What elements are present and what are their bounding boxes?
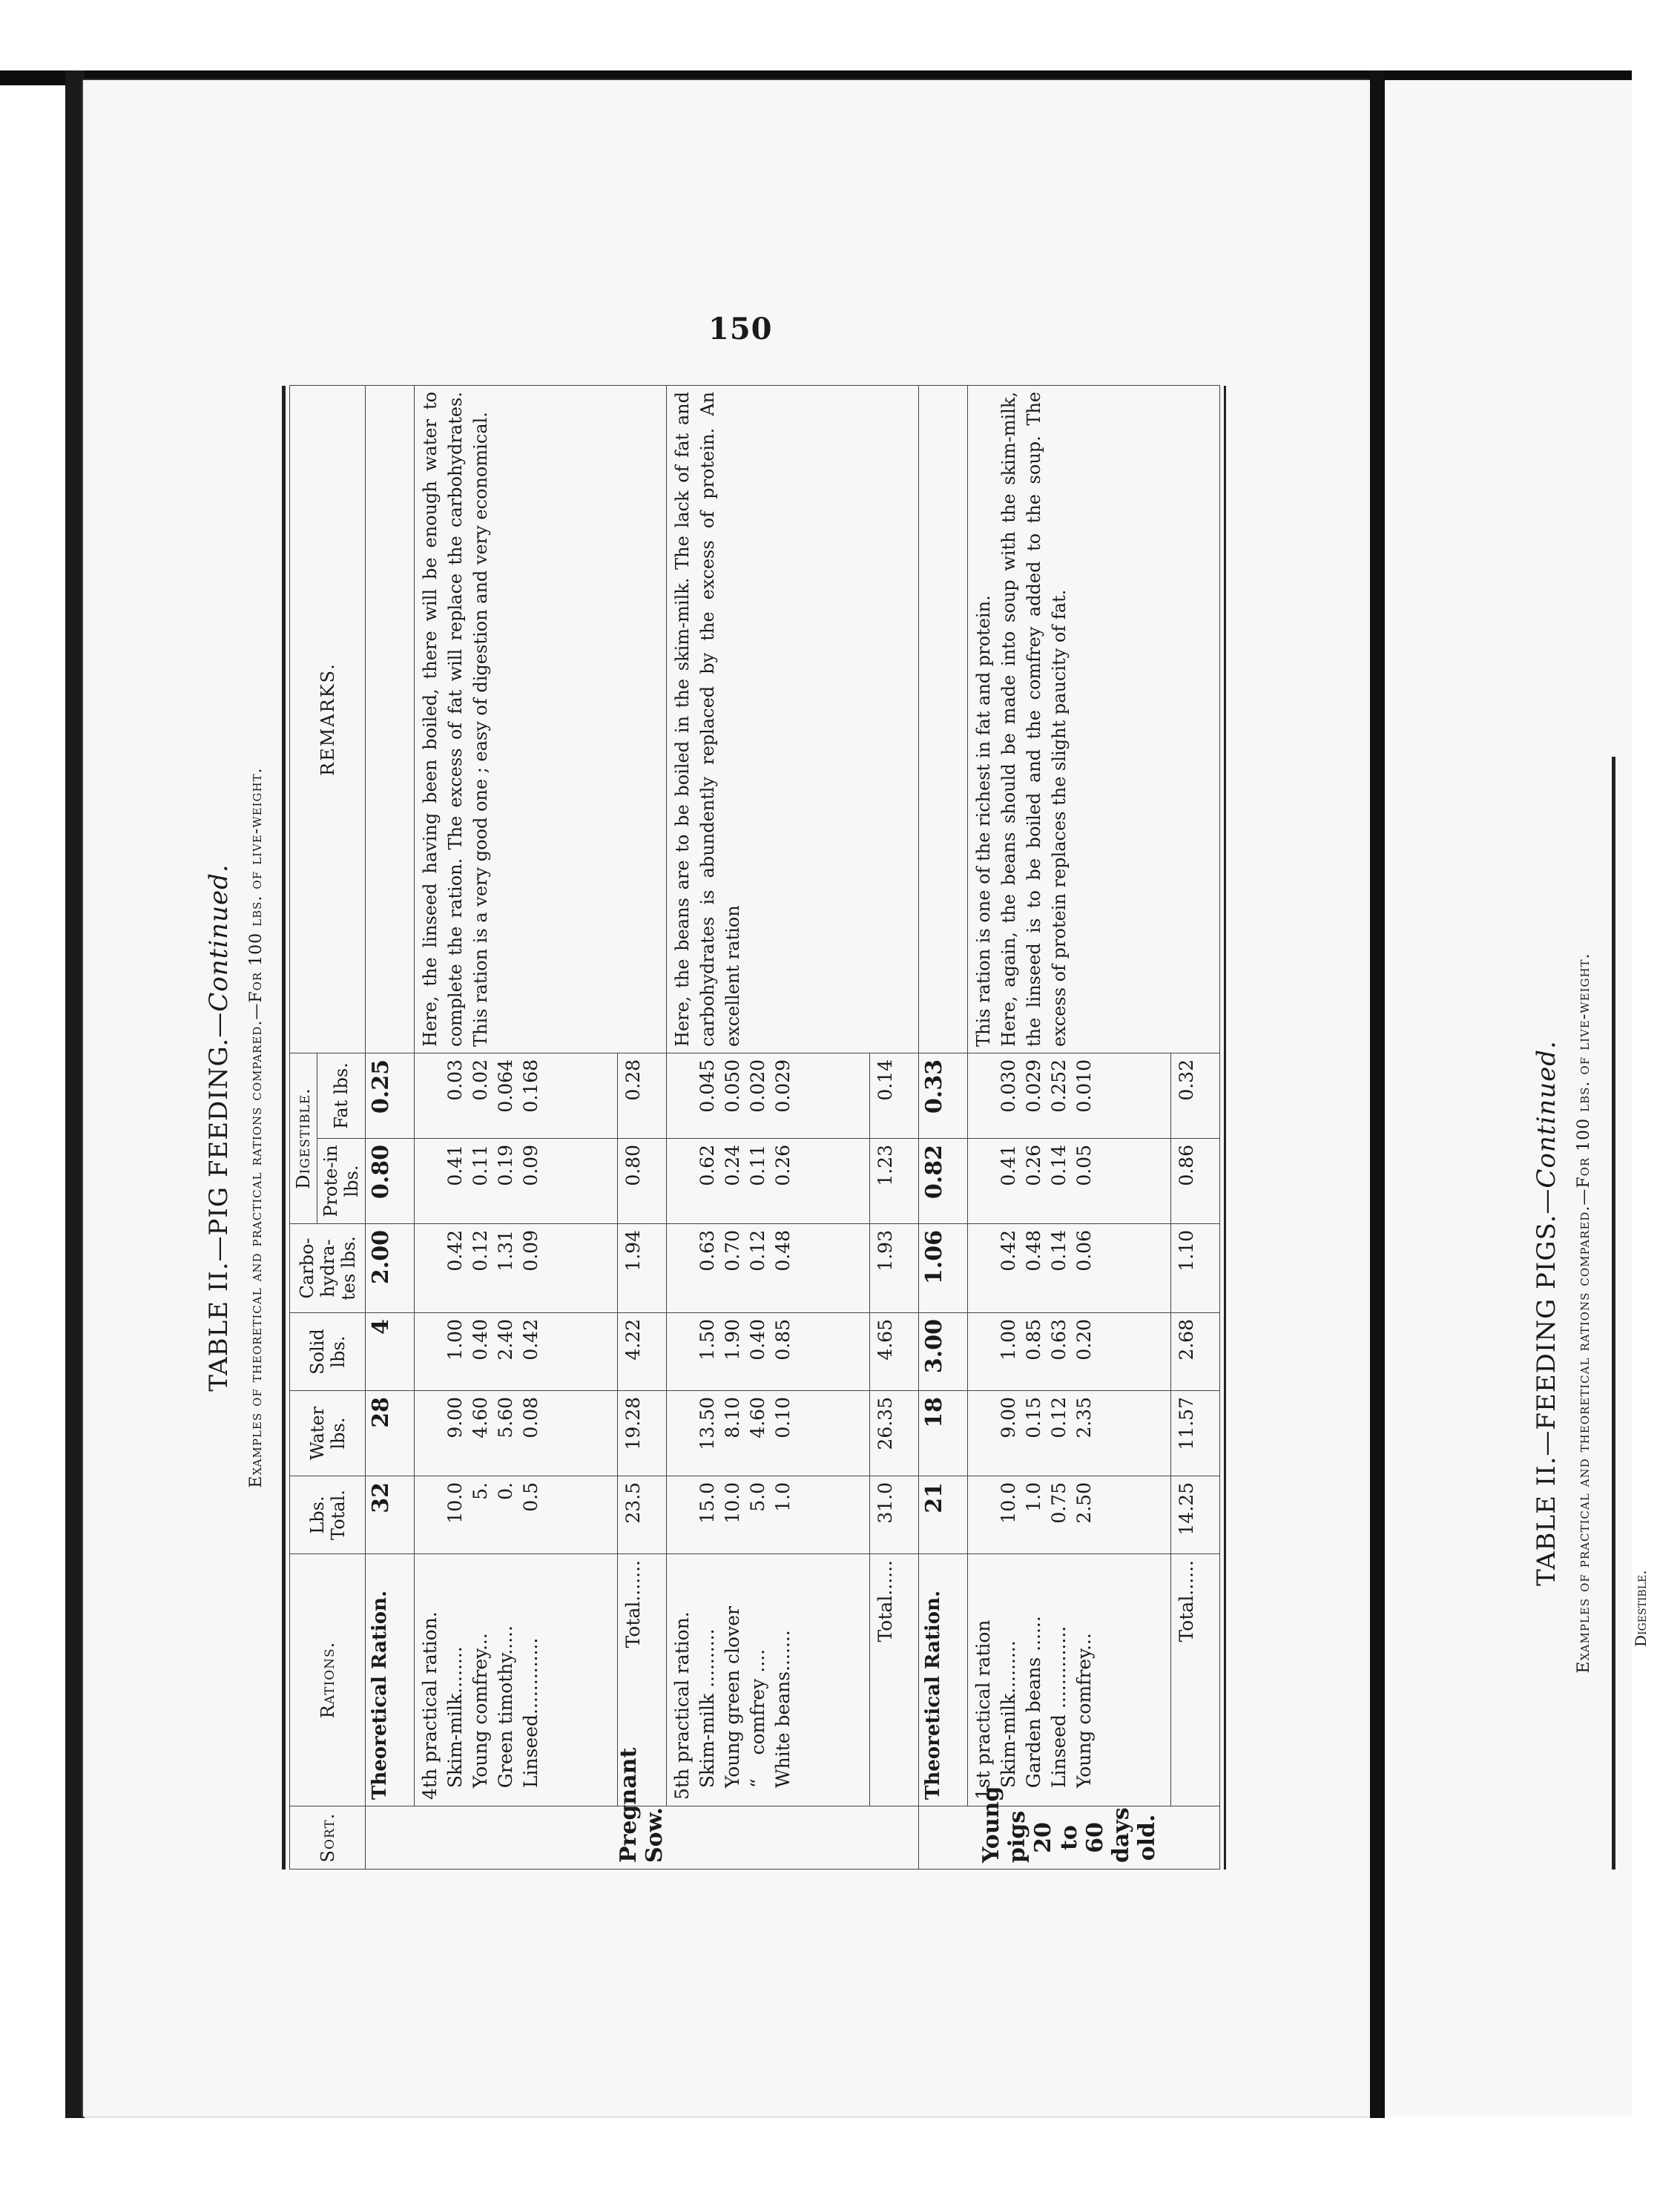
cell-solid: 4.65 <box>870 1313 919 1391</box>
cell-protein: 0.62 0.24 0.11 0.26 <box>666 1139 869 1224</box>
theoretical-ration-label: Theoretical Ration. <box>918 1554 967 1806</box>
facing-table-title-main: TABLE II.—FEEDING PIGS.— <box>1532 1188 1561 1586</box>
facing-page-header <box>1532 757 1680 1870</box>
remark-text: Here, the linseed having been boiled, there will be enough water to complete the ration. The excess of fat will replace the carbohydrates. This ration is a very good one ; easy of digestion and very economical. <box>414 386 666 1053</box>
remark-text: Here, the beans are to be boiled in the skim-milk. The lack of fat and carbohydrates is abundently replaced by the excess of protein. An excellent ration <box>666 386 918 1053</box>
ration-list: 4th practical ration. Skim-milk........ Young comfrey... Green timothy..... Linseed............. <box>414 1554 617 1806</box>
cell-total: 10.0 1.0 0.75 2.50 <box>967 1476 1170 1554</box>
cell-solid: 4 <box>366 1313 415 1391</box>
facing-header-digestible: Digestible. <box>1632 1570 1650 1647</box>
cell-solid: 1.00 0.40 2.40 0.42 <box>414 1313 617 1391</box>
facing-table-title-continued: Continued. <box>1532 1040 1561 1188</box>
cell-solid: 1.00 0.85 0.63 0.20 <box>967 1313 1170 1391</box>
sort-label: Young pigs 20 to 60 days old. <box>918 1806 1219 1870</box>
cell-fat: 0.045 0.050 0.020 0.029 <box>666 1053 869 1139</box>
cell-water: 18 <box>918 1391 967 1476</box>
facing-table-subtitle: Examples of practical and theoretical rations compared.—For 100 lbs. of live-weight. <box>1575 953 1593 1674</box>
cell-carbo: 1.93 <box>870 1224 919 1313</box>
cell-water: 9.00 4.60 5.60 0.08 <box>414 1391 617 1476</box>
cell-water: 13.50 8.10 4.60 0.10 <box>666 1391 869 1476</box>
cell-solid: 3.00 <box>918 1313 967 1391</box>
cell-fat: 0.33 <box>918 1053 967 1139</box>
table-title-main: TABLE II.—PIG FEEDING.— <box>204 1011 234 1392</box>
book-spine-edge <box>65 70 85 2118</box>
table-bottom-rule <box>1224 386 1226 1870</box>
cell-total: 10.0 5. 0. 0.5 <box>414 1476 617 1554</box>
table-row <box>918 386 967 1870</box>
cell-protein: 0.41 0.26 0.14 0.05 <box>967 1139 1170 1224</box>
cell-fat: 0.14 <box>870 1053 919 1139</box>
cell-fat: 0.28 <box>618 1053 667 1139</box>
ration-list: 5th practical ration. Skim-milk .......... Young green clover “ comfrey .... White beans....... <box>666 1554 869 1806</box>
cell-protein: 0.86 <box>1171 1139 1220 1224</box>
cell-protein: 0.41 0.11 0.19 0.09 <box>414 1139 617 1224</box>
cell-total: 21 <box>918 1476 967 1554</box>
cell-carbo: 2.00 <box>366 1224 415 1313</box>
cell-fat: 0.32 <box>1171 1053 1220 1139</box>
table-top-rule <box>282 386 286 1870</box>
cell-total: 14.25 <box>1171 1476 1220 1554</box>
header-digestible: Digestible. <box>290 1053 317 1224</box>
cell-carbo: 0.42 0.48 0.14 0.06 <box>967 1224 1170 1313</box>
total-label: Total....... <box>618 1554 667 1806</box>
cell-water: 26.35 <box>870 1391 919 1476</box>
table-title <box>204 386 234 1870</box>
header-remarks: REMARKS. <box>290 386 366 1053</box>
table-subtitle: Examples of theoretical and practical rations compared.—For 100 lbs. of live-weight. <box>247 767 266 1488</box>
header-rations: Rations. <box>290 1554 366 1806</box>
table-row <box>967 386 1170 1870</box>
ration-list: 1st practical ration Skim-milk......... Garden beans ...... Linseed .............. Young comfrey... <box>967 1554 1170 1806</box>
page-number: 150 <box>708 312 773 346</box>
cell-carbo: 0.42 0.12 1.31 0.09 <box>414 1224 617 1313</box>
book-gutter <box>1370 70 1385 2118</box>
header-solid: Solid lbs. <box>290 1313 366 1391</box>
cell-solid: 4.22 <box>618 1313 667 1391</box>
cell-remark-empty <box>366 386 415 1053</box>
header-protein: Prote-in lbs. <box>317 1139 366 1224</box>
cell-water: 9.00 0.15 0.12 2.35 <box>967 1391 1170 1476</box>
cell-protein: 0.82 <box>918 1139 967 1224</box>
cell-fat: 0.03 0.02 0.064 0.168 <box>414 1053 617 1139</box>
cell-protein: 1.23 <box>870 1139 919 1224</box>
table-title-continued: Continued. <box>204 864 234 1012</box>
cell-water: 28 <box>366 1391 415 1476</box>
rations-table <box>289 385 1220 1870</box>
cell-fat: 0.25 <box>366 1053 415 1139</box>
facing-table-title <box>1532 757 1561 1870</box>
cell-carbo: 0.63 0.70 0.12 0.48 <box>666 1224 869 1313</box>
cell-total: 15.0 10.0 5.0 1.0 <box>666 1476 869 1554</box>
total-label: Total...... <box>1171 1554 1220 1806</box>
sort-label: Pregnant Sow. <box>366 1806 919 1870</box>
cell-carbo: 1.10 <box>1171 1224 1220 1313</box>
total-label: Total...... <box>870 1554 919 1806</box>
cell-total: 31.0 <box>870 1476 919 1554</box>
cell-water: 19.28 <box>618 1391 667 1476</box>
cell-carbo: 1.06 <box>918 1224 967 1313</box>
table-row <box>666 386 869 1870</box>
header-lbs-total: Lbs. Total. <box>290 1476 366 1554</box>
header-water: Water lbs. <box>290 1391 366 1476</box>
cell-remark-empty <box>918 386 967 1053</box>
header-fat: Fat lbs. <box>317 1053 366 1139</box>
header-carbohydrates: Carbo-hydra-tes lbs. <box>290 1224 366 1313</box>
table-row <box>366 386 415 1870</box>
cell-water: 11.57 <box>1171 1391 1220 1476</box>
cell-total: 32 <box>366 1476 415 1554</box>
cell-total: 23.5 <box>618 1476 667 1554</box>
table-row <box>414 386 617 1870</box>
cell-solid: 2.68 <box>1171 1313 1220 1391</box>
remark-text: This ration is one of the richest in fat and protein. Here, again, the beans should be made into soup with the skim-milk, the linseed is to be boiled and the comfrey added to the soup. The excess of protein replaces the slight paucity of fat. <box>967 386 1219 1053</box>
facing-table-rule <box>1612 757 1615 1870</box>
cell-carbo: 1.94 <box>618 1224 667 1313</box>
theoretical-ration-label: Theoretical Ration. <box>366 1554 415 1806</box>
header-sort: Sort. <box>290 1806 366 1870</box>
cell-solid: 1.50 1.90 0.40 0.85 <box>666 1313 869 1391</box>
cell-protein: 0.80 <box>366 1139 415 1224</box>
rotated-table-block <box>204 386 1272 1870</box>
cell-fat: 0.030 0.029 0.252 0.010 <box>967 1053 1170 1139</box>
cell-protein: 0.80 <box>618 1139 667 1224</box>
scan-top-margin <box>0 0 1632 70</box>
